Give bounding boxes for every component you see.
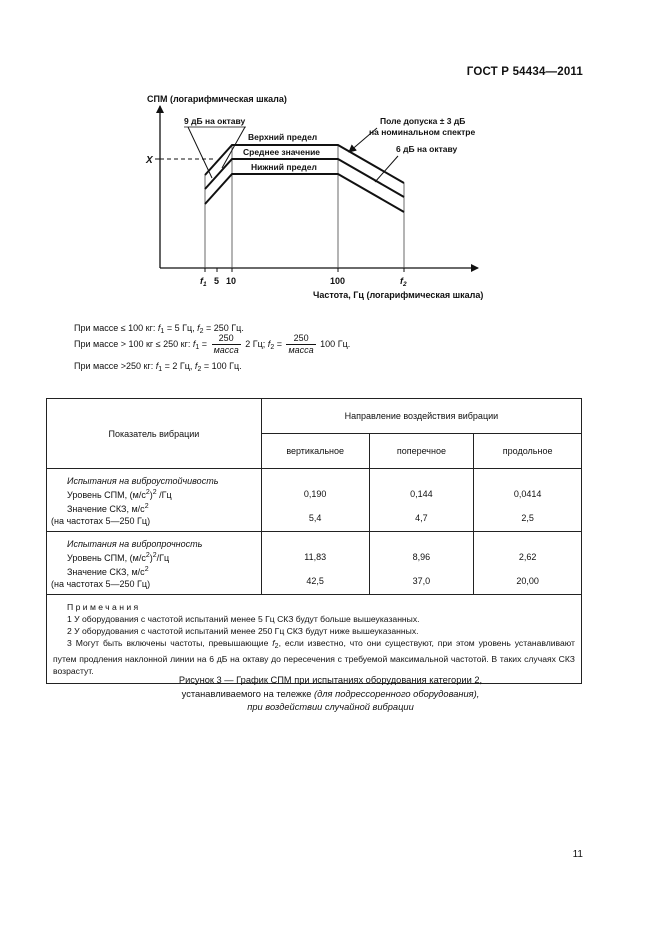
note-3: 3 Могут быть включены частоты, превышающие $f_2$, если известно, что они существуют, при этом уровень устанавливают путем продления наклонной линии на 6 дБ на октаву до пересечения с требуемой максимальной частотой. В таких случаях СКЗ возрастут. [53, 638, 575, 676]
fraction-1: $\frac{250}{\text{масса}}$ [213, 333, 239, 355]
freq-range-label: (на частотах 5—250 Гц) [51, 516, 151, 526]
value-cell: 2,62 20,00 [474, 532, 582, 595]
x-axis-label: Частота, Гц (логарифмическая шкала) [313, 290, 484, 300]
note-1: 1 У оборудования с частотой испытаний менее 5 Гц СКЗ будут больше вышеуказанных. [67, 614, 420, 624]
label-tolerance-1: Поле допуска ± 3 дБ [380, 116, 466, 126]
y-tick-x: X [146, 155, 153, 166]
figure-caption [0, 674, 661, 715]
psd-label: Уровень СПМ, $(м/с^2)^2$ /Гц [67, 489, 172, 500]
freq-range-label: (на частотах 5—250 Гц) [51, 579, 151, 589]
label-9db-per-octave: 9 дБ на октаву [184, 116, 246, 126]
group-title: Испытания на вибропрочность [67, 539, 203, 549]
formula-line-2: При массе > 100 кг ≤ 250 кг: $f_1$ = $\frac{250}{\text{масса}}$ 2 Гц; $f_2$ = $\frac{250}{\text{масса}}$ 100 Гц. [74, 333, 351, 355]
label-lower-limit: Нижний предел [251, 162, 317, 172]
psd-figure [0, 0, 661, 320]
y-axis-label: СПМ (логарифмическая шкала) [147, 94, 287, 104]
x-tick-f1: $f_1$ [200, 276, 207, 288]
table-row [47, 532, 582, 595]
table-row [47, 469, 582, 532]
value-cell: 8,96 37,0 [369, 532, 474, 595]
x-tick-5: 5 [214, 276, 220, 286]
label-tolerance-2: на номинальном спектре [369, 127, 476, 137]
caption-line-2: устанавливаемого на тележке (для подрессоренного оборудования), [181, 688, 480, 699]
column-vertical: вертикальное [261, 434, 369, 469]
page-number: 11 [572, 849, 583, 860]
value-cell: 0,144 4,7 [369, 469, 474, 532]
rms-label: Значение СКЗ, $м/с^2$ [67, 566, 149, 577]
x-tick-f2: $f_2$ [400, 276, 407, 288]
value-cell: 0,190 5,4 [261, 469, 369, 532]
header-indicator: Показатель вибрации [47, 399, 262, 469]
group-label-cell [47, 532, 262, 595]
value-cell: 11,83 42,5 [261, 532, 369, 595]
label-6db-per-octave: 6 дБ на октаву [396, 144, 458, 154]
label-mean: Среднее значение [243, 147, 321, 157]
notes-cell [47, 595, 582, 684]
group-label-cell [47, 469, 262, 532]
note-2: 2 У оборудования с частотой испытаний менее 250 Гц СКЗ будут ниже вышеуказанных. [67, 626, 419, 636]
notes-title: Примечания [67, 602, 141, 612]
standard-code: ГОСТ Р 54434—2011 [466, 66, 583, 78]
group-title: Испытания на виброустойчивость [67, 476, 219, 486]
x-tick-10: 10 [226, 276, 237, 286]
rms-label: Значение СКЗ, $м/с^2$ [67, 503, 149, 514]
value-cell: 0,0414 2,5 [474, 469, 582, 532]
column-longitudinal: продольное [474, 434, 582, 469]
column-transverse: поперечное [369, 434, 474, 469]
psd-label: Уровень СПМ, $(м/с^2)^2/Гц$ [67, 552, 170, 563]
x-tick-100: 100 [330, 276, 346, 286]
psd-graph [0, 0, 661, 320]
label-upper-limit: Верхний предел [248, 132, 318, 142]
header-direction: Направление воздействия вибрации [261, 399, 581, 434]
formula-line-3: При массе >250 кг: $f_1 = 2$ Гц, $f_2 = 100$ Гц. [74, 361, 242, 373]
vibration-table [46, 398, 582, 684]
fraction-2: $\frac{250}{\text{масса}}$ [288, 333, 314, 355]
formula-line-1: При массе ≤ 100 кг: $f_1 = 5$ Гц, $f_2 = 250$ Гц. [74, 323, 244, 335]
caption-line-1: Рисунок 3 — График СПМ при испытаниях оборудования категории 2, [178, 675, 483, 685]
caption-line-3: при воздействии случайной вибрации [247, 702, 414, 712]
